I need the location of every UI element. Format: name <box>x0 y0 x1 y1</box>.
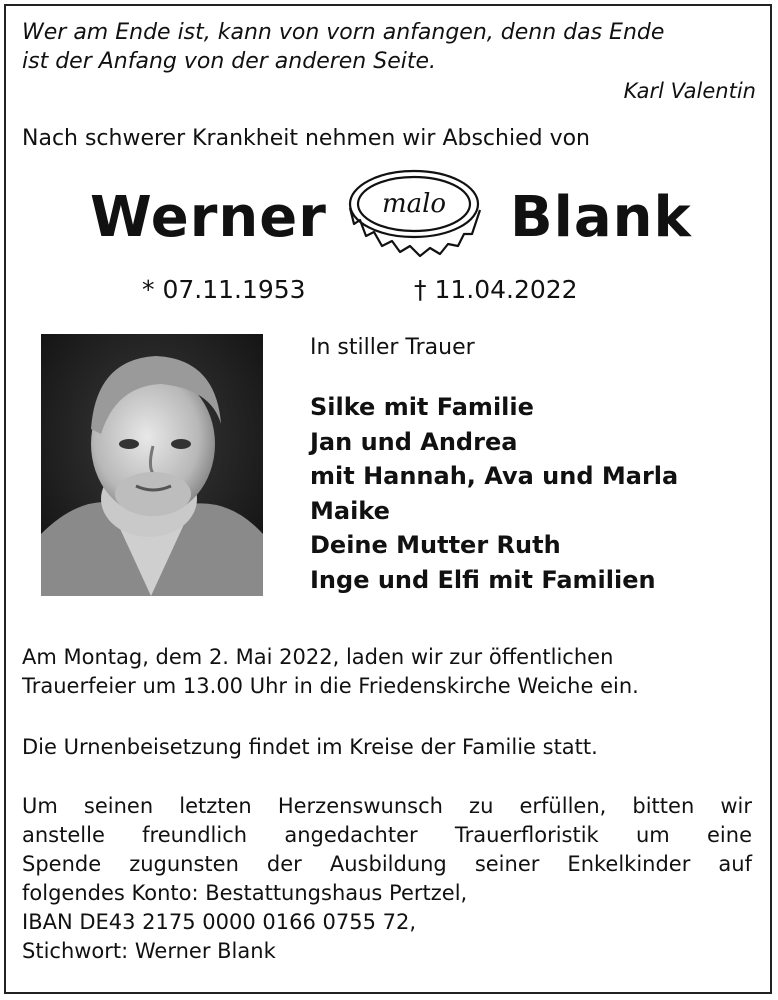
funeral-line-2: Trauerfeier um 13.00 Uhr in die Friedenskirche Weiche ein. <box>22 674 639 698</box>
donation-line-3: Spende zugunsten der Ausbildung seiner Enkelkinder auf <box>22 852 752 876</box>
bank-iban: IBAN DE43 2175 0000 0166 0755 72, <box>22 910 417 934</box>
donation-line-2: anstelle freundlich angedachter Trauerfloristik um eine <box>22 823 752 847</box>
portrait-photo <box>41 334 263 596</box>
first-name: Werner <box>90 185 327 250</box>
quote-author: Karl Valentin <box>623 79 756 103</box>
donation-line-1: Um seinen letzten Herzenswunsch zu erfüllen, bitten wir <box>22 794 752 818</box>
donation-request <box>22 792 752 966</box>
urn-burial-notice: Die Urnenbeisetzung findet im Kreise der Familie statt. <box>22 735 598 759</box>
quote-line-1: Wer am Ende ist, kann von vorn anfangen, denn das Ende <box>22 20 665 45</box>
funeral-notice <box>22 643 639 701</box>
mourning-heading: In stiller Trauer <box>310 335 475 360</box>
mourner-name: Deine Mutter Ruth <box>310 531 561 560</box>
mourner-name: mit Hannah, Ava und Marla <box>310 462 679 491</box>
mourners-list <box>310 390 678 598</box>
mourner-name: Silke mit Familie <box>310 393 534 421</box>
last-name: Blank <box>510 185 692 250</box>
intro-text: Nach schwerer Krankheit nehmen wir Abschied von <box>22 126 590 151</box>
mourner-name: Inge und Elfi mit Familien <box>310 565 656 594</box>
bottle-cap-logo <box>342 162 487 262</box>
birth-date: * 07.11.1953 <box>142 275 306 304</box>
cap-nickname: malo <box>381 189 447 219</box>
donation-keyword: Stichwort: Werner Blank <box>22 939 276 963</box>
donation-line-4: folgendes Konto: Bestattungshaus Pertzel, <box>22 881 468 905</box>
mourner-name: Jan und Andrea <box>310 427 518 456</box>
quote <box>22 18 664 76</box>
quote-line-2: ist der Anfang von der anderen Seite. <box>22 49 437 74</box>
funeral-line-1: Am Montag, dem 2. Mai 2022, laden wir zur öffentlichen <box>22 645 614 669</box>
death-date: † 11.04.2022 <box>414 275 578 304</box>
mourner-name: Maike <box>310 496 390 525</box>
